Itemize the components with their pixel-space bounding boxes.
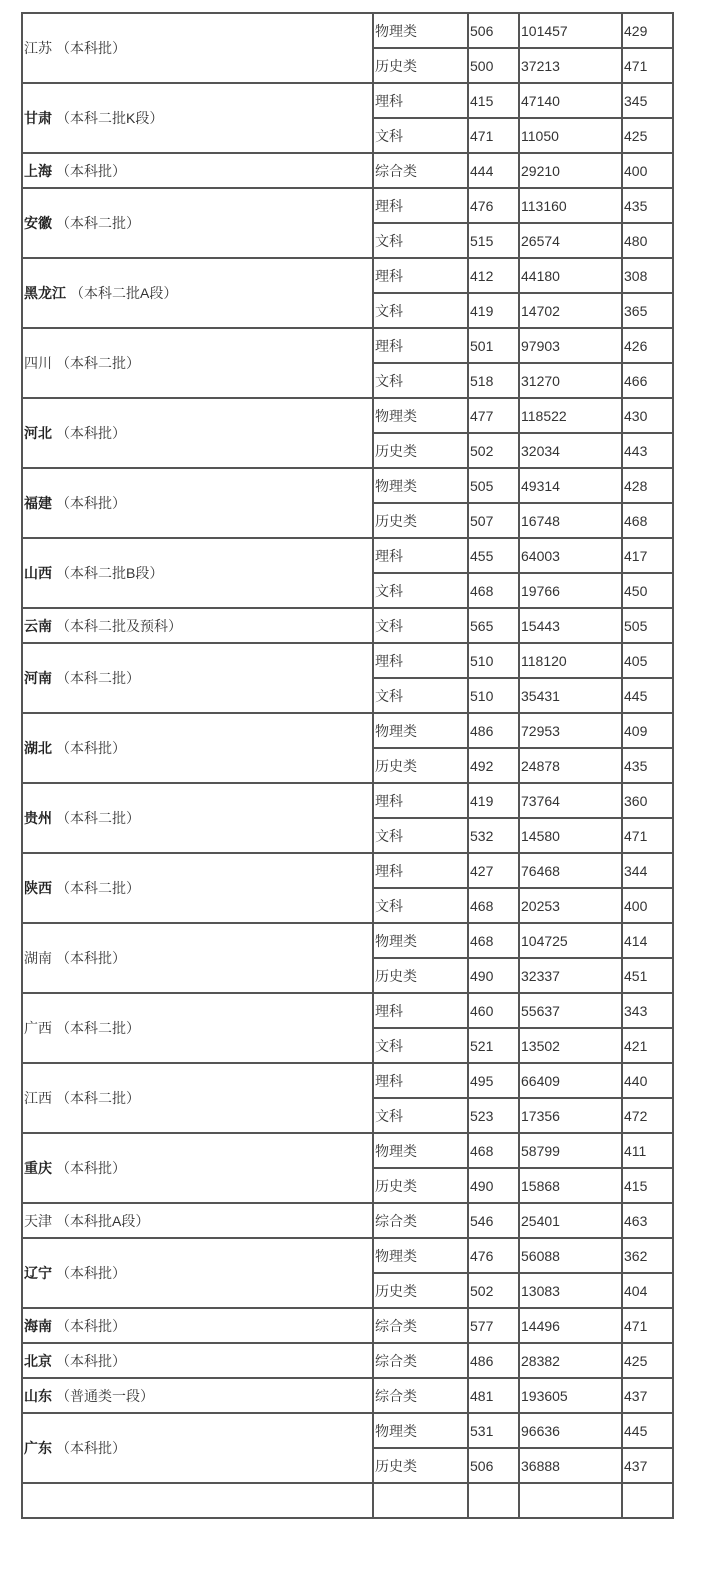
category-cell: 物理类 bbox=[373, 1413, 468, 1448]
category-cell: 文科 bbox=[373, 573, 468, 608]
score-a-cell: 476 bbox=[468, 188, 519, 223]
score-c-cell: 365 bbox=[622, 293, 673, 328]
province-cell bbox=[22, 783, 373, 853]
admission-score-table bbox=[21, 12, 674, 1519]
score-c-cell: 400 bbox=[622, 153, 673, 188]
province-name: 北京 bbox=[24, 1352, 52, 1369]
province-cell bbox=[22, 188, 373, 258]
rank-cell: 14702 bbox=[519, 293, 622, 328]
province-name: 上海 bbox=[24, 162, 52, 179]
table-row bbox=[22, 1483, 673, 1518]
rank-cell: 193605 bbox=[519, 1378, 622, 1413]
table-row bbox=[22, 1133, 673, 1168]
rank-cell: 73764 bbox=[519, 783, 622, 818]
score-a-cell: 490 bbox=[468, 958, 519, 993]
category-cell: 历史类 bbox=[373, 1273, 468, 1308]
province-name: 湖北 bbox=[24, 740, 52, 756]
score-c-cell: 405 bbox=[622, 643, 673, 678]
score-a-cell: 415 bbox=[468, 83, 519, 118]
category-cell: 理科 bbox=[373, 853, 468, 888]
batch-note: （本科二批） bbox=[56, 215, 140, 231]
rank-cell: 17356 bbox=[519, 1098, 622, 1133]
score-c-cell: 466 bbox=[622, 363, 673, 398]
rank-cell: 58799 bbox=[519, 1133, 622, 1168]
score-c-cell: 437 bbox=[622, 1378, 673, 1413]
province-name: 江苏 bbox=[24, 40, 52, 56]
province-cell bbox=[22, 993, 373, 1063]
score-c-cell: 435 bbox=[622, 748, 673, 783]
province-cell bbox=[22, 13, 373, 83]
province-name: 山西 bbox=[24, 565, 52, 581]
score-a-cell: 510 bbox=[468, 678, 519, 713]
rank-cell: 37213 bbox=[519, 48, 622, 83]
batch-note: （本科批） bbox=[56, 425, 126, 441]
score-a-cell: 492 bbox=[468, 748, 519, 783]
rank-cell: 25401 bbox=[519, 1203, 622, 1238]
score-a-cell: 471 bbox=[468, 118, 519, 153]
table-row bbox=[22, 13, 673, 48]
category-cell: 文科 bbox=[373, 118, 468, 153]
score-c-cell: 362 bbox=[622, 1238, 673, 1273]
score-a-cell: 486 bbox=[468, 1343, 519, 1378]
table-row bbox=[22, 468, 673, 503]
score-c-cell: 471 bbox=[622, 818, 673, 853]
score-a-cell: 419 bbox=[468, 293, 519, 328]
province-cell bbox=[22, 1413, 373, 1483]
score-c-cell: 417 bbox=[622, 538, 673, 573]
rank-cell: 49314 bbox=[519, 468, 622, 503]
province-name: 广东 bbox=[24, 1440, 52, 1456]
table-row bbox=[22, 853, 673, 888]
rank-cell: 56088 bbox=[519, 1238, 622, 1273]
province-name: 山东 bbox=[24, 1387, 52, 1404]
category-cell: 理科 bbox=[373, 188, 468, 223]
province-name: 福建 bbox=[24, 495, 52, 511]
category-cell: 综合类 bbox=[373, 1343, 468, 1378]
score-a-cell: 444 bbox=[468, 153, 519, 188]
batch-note: （本科批A段） bbox=[56, 1212, 150, 1229]
score-a-cell: 577 bbox=[468, 1308, 519, 1343]
score-c-cell: 404 bbox=[622, 1273, 673, 1308]
score-c-cell: 428 bbox=[622, 468, 673, 503]
category-cell: 历史类 bbox=[373, 958, 468, 993]
province-cell bbox=[22, 153, 373, 188]
category-cell: 文科 bbox=[373, 293, 468, 328]
category-cell: 理科 bbox=[373, 783, 468, 818]
province-name: 安徽 bbox=[24, 215, 52, 231]
score-a-cell: 419 bbox=[468, 783, 519, 818]
score-c-cell: 308 bbox=[622, 258, 673, 293]
score-c-cell: 437 bbox=[622, 1448, 673, 1483]
table-row bbox=[22, 713, 673, 748]
category-cell: 综合类 bbox=[373, 1203, 468, 1238]
score-c-cell: 345 bbox=[622, 83, 673, 118]
province-name: 贵州 bbox=[24, 810, 52, 826]
category-cell: 文科 bbox=[373, 818, 468, 853]
table-row bbox=[22, 328, 673, 363]
score-c-cell: 440 bbox=[622, 1063, 673, 1098]
category-cell: 综合类 bbox=[373, 1308, 468, 1343]
score-c-cell: 445 bbox=[622, 678, 673, 713]
category-cell: 物理类 bbox=[373, 13, 468, 48]
category-cell: 历史类 bbox=[373, 48, 468, 83]
rank-cell: 96636 bbox=[519, 1413, 622, 1448]
score-c-cell: 505 bbox=[622, 608, 673, 643]
score-c-cell bbox=[622, 1483, 673, 1518]
rank-cell: 31270 bbox=[519, 363, 622, 398]
score-c-cell: 435 bbox=[622, 188, 673, 223]
score-c-cell: 343 bbox=[622, 993, 673, 1028]
table-row bbox=[22, 1308, 673, 1343]
table-row bbox=[22, 783, 673, 818]
score-a-cell: 477 bbox=[468, 398, 519, 433]
score-c-cell: 463 bbox=[622, 1203, 673, 1238]
rank-cell: 29210 bbox=[519, 153, 622, 188]
province-name: 海南 bbox=[24, 1317, 52, 1334]
table-row bbox=[22, 1343, 673, 1378]
batch-note: （本科批） bbox=[56, 950, 126, 966]
score-c-cell: 411 bbox=[622, 1133, 673, 1168]
score-a-cell: 502 bbox=[468, 1273, 519, 1308]
category-cell: 理科 bbox=[373, 538, 468, 573]
province-cell bbox=[22, 853, 373, 923]
score-c-cell: 445 bbox=[622, 1413, 673, 1448]
score-a-cell: 468 bbox=[468, 888, 519, 923]
category-cell: 文科 bbox=[373, 363, 468, 398]
province-cell bbox=[22, 398, 373, 468]
category-cell: 文科 bbox=[373, 1028, 468, 1063]
province-name: 四川 bbox=[24, 355, 52, 371]
province-cell bbox=[22, 258, 373, 328]
rank-cell: 44180 bbox=[519, 258, 622, 293]
province-name: 江西 bbox=[24, 1090, 52, 1106]
table-row bbox=[22, 398, 673, 433]
score-c-cell: 400 bbox=[622, 888, 673, 923]
score-a-cell: 507 bbox=[468, 503, 519, 538]
rank-cell: 36888 bbox=[519, 1448, 622, 1483]
province-cell bbox=[22, 1378, 373, 1413]
category-cell: 文科 bbox=[373, 223, 468, 258]
score-c-cell: 430 bbox=[622, 398, 673, 433]
province-cell bbox=[22, 328, 373, 398]
province-cell bbox=[22, 923, 373, 993]
batch-note: （普通类一段） bbox=[56, 1387, 154, 1404]
rank-cell: 101457 bbox=[519, 13, 622, 48]
table-row bbox=[22, 153, 673, 188]
score-a-cell: 506 bbox=[468, 13, 519, 48]
score-a-cell: 518 bbox=[468, 363, 519, 398]
score-a-cell: 523 bbox=[468, 1098, 519, 1133]
province-name: 云南 bbox=[24, 617, 52, 634]
score-c-cell: 414 bbox=[622, 923, 673, 958]
rank-cell: 104725 bbox=[519, 923, 622, 958]
category-cell: 理科 bbox=[373, 643, 468, 678]
score-a-cell: 515 bbox=[468, 223, 519, 258]
table-row bbox=[22, 608, 673, 643]
batch-note: （本科二批A段） bbox=[70, 285, 178, 301]
score-a-cell: 481 bbox=[468, 1378, 519, 1413]
score-c-cell: 425 bbox=[622, 1343, 673, 1378]
rank-cell: 113160 bbox=[519, 188, 622, 223]
score-a-cell: 500 bbox=[468, 48, 519, 83]
batch-note: （本科批） bbox=[56, 40, 126, 56]
province-cell bbox=[22, 468, 373, 538]
rank-cell: 32034 bbox=[519, 433, 622, 468]
category-cell: 物理类 bbox=[373, 713, 468, 748]
score-a-cell: 412 bbox=[468, 258, 519, 293]
score-a-cell: 476 bbox=[468, 1238, 519, 1273]
table-row bbox=[22, 538, 673, 573]
score-a-cell: 486 bbox=[468, 713, 519, 748]
province-cell bbox=[22, 1133, 373, 1203]
category-cell: 物理类 bbox=[373, 1133, 468, 1168]
score-a-cell: 468 bbox=[468, 1133, 519, 1168]
table-row bbox=[22, 1413, 673, 1448]
score-c-cell: 468 bbox=[622, 503, 673, 538]
province-name: 辽宁 bbox=[24, 1265, 52, 1281]
score-c-cell: 471 bbox=[622, 48, 673, 83]
category-cell: 理科 bbox=[373, 1063, 468, 1098]
score-a-cell: 455 bbox=[468, 538, 519, 573]
score-c-cell: 443 bbox=[622, 433, 673, 468]
rank-cell: 55637 bbox=[519, 993, 622, 1028]
rank-cell: 13083 bbox=[519, 1273, 622, 1308]
batch-note: （本科二批） bbox=[56, 355, 140, 371]
table-row bbox=[22, 923, 673, 958]
batch-note: （本科批） bbox=[56, 1265, 126, 1281]
category-cell: 历史类 bbox=[373, 503, 468, 538]
rank-cell: 97903 bbox=[519, 328, 622, 363]
province-name: 黑龙江 bbox=[24, 285, 66, 301]
category-cell: 理科 bbox=[373, 83, 468, 118]
rank-cell: 64003 bbox=[519, 538, 622, 573]
rank-cell: 24878 bbox=[519, 748, 622, 783]
category-cell: 物理类 bbox=[373, 923, 468, 958]
batch-note: （本科二批） bbox=[56, 810, 140, 826]
category-cell: 综合类 bbox=[373, 153, 468, 188]
score-a-cell: 510 bbox=[468, 643, 519, 678]
batch-note: （本科二批K段） bbox=[56, 110, 164, 126]
score-a-cell: 460 bbox=[468, 993, 519, 1028]
rank-cell: 14496 bbox=[519, 1308, 622, 1343]
score-a-cell: 468 bbox=[468, 573, 519, 608]
province-cell bbox=[22, 83, 373, 153]
table-row bbox=[22, 188, 673, 223]
rank-cell: 47140 bbox=[519, 83, 622, 118]
batch-note: （本科二批及预科） bbox=[56, 617, 182, 634]
batch-note: （本科批） bbox=[56, 1440, 126, 1456]
score-c-cell: 480 bbox=[622, 223, 673, 258]
table-row bbox=[22, 643, 673, 678]
score-a-cell bbox=[468, 1483, 519, 1518]
category-cell: 历史类 bbox=[373, 748, 468, 783]
province-cell bbox=[22, 643, 373, 713]
score-c-cell: 426 bbox=[622, 328, 673, 363]
rank-cell: 26574 bbox=[519, 223, 622, 258]
province-cell bbox=[22, 608, 373, 643]
table-row bbox=[22, 993, 673, 1028]
score-c-cell: 425 bbox=[622, 118, 673, 153]
batch-note: （本科二批） bbox=[56, 880, 140, 896]
category-cell: 物理类 bbox=[373, 398, 468, 433]
score-a-cell: 502 bbox=[468, 433, 519, 468]
table-row bbox=[22, 1378, 673, 1413]
score-c-cell: 421 bbox=[622, 1028, 673, 1063]
batch-note: （本科批） bbox=[56, 1160, 126, 1176]
score-a-cell: 565 bbox=[468, 608, 519, 643]
province-cell bbox=[22, 713, 373, 783]
rank-cell: 13502 bbox=[519, 1028, 622, 1063]
rank-cell: 76468 bbox=[519, 853, 622, 888]
score-a-cell: 495 bbox=[468, 1063, 519, 1098]
rank-cell: 14580 bbox=[519, 818, 622, 853]
rank-cell: 19766 bbox=[519, 573, 622, 608]
category-cell: 理科 bbox=[373, 328, 468, 363]
table-row bbox=[22, 1203, 673, 1238]
province-cell bbox=[22, 1343, 373, 1378]
score-a-cell: 468 bbox=[468, 923, 519, 958]
score-c-cell: 344 bbox=[622, 853, 673, 888]
rank-cell: 118522 bbox=[519, 398, 622, 433]
batch-note: （本科批） bbox=[56, 1317, 126, 1334]
score-a-cell: 501 bbox=[468, 328, 519, 363]
rank-cell bbox=[519, 1483, 622, 1518]
score-a-cell: 532 bbox=[468, 818, 519, 853]
table-row bbox=[22, 83, 673, 118]
category-cell: 理科 bbox=[373, 993, 468, 1028]
rank-cell: 35431 bbox=[519, 678, 622, 713]
batch-note: （本科二批） bbox=[56, 1090, 140, 1106]
category-cell: 文科 bbox=[373, 608, 468, 643]
score-c-cell: 429 bbox=[622, 13, 673, 48]
score-c-cell: 472 bbox=[622, 1098, 673, 1133]
batch-note: （本科二批） bbox=[56, 670, 140, 686]
category-cell: 物理类 bbox=[373, 468, 468, 503]
province-name: 湖南 bbox=[24, 950, 52, 966]
score-c-cell: 360 bbox=[622, 783, 673, 818]
category-cell: 理科 bbox=[373, 258, 468, 293]
rank-cell: 28382 bbox=[519, 1343, 622, 1378]
province-cell bbox=[22, 1308, 373, 1343]
province-name: 广西 bbox=[24, 1020, 52, 1036]
category-cell: 综合类 bbox=[373, 1378, 468, 1413]
rank-cell: 15868 bbox=[519, 1168, 622, 1203]
table-row bbox=[22, 258, 673, 293]
score-a-cell: 427 bbox=[468, 853, 519, 888]
category-cell: 历史类 bbox=[373, 433, 468, 468]
batch-note: （本科批） bbox=[56, 1352, 126, 1369]
province-name: 甘肃 bbox=[24, 110, 52, 126]
rank-cell: 20253 bbox=[519, 888, 622, 923]
score-a-cell: 521 bbox=[468, 1028, 519, 1063]
province-name: 河南 bbox=[24, 670, 52, 686]
score-c-cell: 451 bbox=[622, 958, 673, 993]
score-c-cell: 471 bbox=[622, 1308, 673, 1343]
batch-note: （本科批） bbox=[56, 740, 126, 756]
category-cell: 文科 bbox=[373, 888, 468, 923]
rank-cell: 118120 bbox=[519, 643, 622, 678]
province-cell bbox=[22, 1203, 373, 1238]
category-cell: 文科 bbox=[373, 1098, 468, 1133]
province-cell bbox=[22, 538, 373, 608]
score-a-cell: 506 bbox=[468, 1448, 519, 1483]
province-cell bbox=[22, 1483, 373, 1518]
province-name: 河北 bbox=[24, 425, 52, 441]
score-c-cell: 409 bbox=[622, 713, 673, 748]
rank-cell: 16748 bbox=[519, 503, 622, 538]
rank-cell: 72953 bbox=[519, 713, 622, 748]
category-cell: 历史类 bbox=[373, 1448, 468, 1483]
province-name: 天津 bbox=[24, 1212, 52, 1229]
batch-note: （本科二批B段） bbox=[56, 565, 164, 581]
score-a-cell: 546 bbox=[468, 1203, 519, 1238]
rank-cell: 11050 bbox=[519, 118, 622, 153]
batch-note: （本科批） bbox=[56, 495, 126, 511]
province-cell bbox=[22, 1063, 373, 1133]
score-a-cell: 505 bbox=[468, 468, 519, 503]
category-cell: 历史类 bbox=[373, 1168, 468, 1203]
rank-cell: 32337 bbox=[519, 958, 622, 993]
batch-note: （本科二批） bbox=[56, 1020, 140, 1036]
table-body bbox=[22, 13, 673, 1518]
category-cell: 文科 bbox=[373, 678, 468, 713]
score-a-cell: 490 bbox=[468, 1168, 519, 1203]
category-cell: 物理类 bbox=[373, 1238, 468, 1273]
province-name: 重庆 bbox=[24, 1160, 52, 1176]
rank-cell: 15443 bbox=[519, 608, 622, 643]
rank-cell: 66409 bbox=[519, 1063, 622, 1098]
province-name: 陕西 bbox=[24, 880, 52, 896]
score-a-cell: 531 bbox=[468, 1413, 519, 1448]
table-row bbox=[22, 1063, 673, 1098]
score-c-cell: 450 bbox=[622, 573, 673, 608]
batch-note: （本科批） bbox=[56, 162, 126, 179]
score-c-cell: 415 bbox=[622, 1168, 673, 1203]
category-cell bbox=[373, 1483, 468, 1518]
table-row bbox=[22, 1238, 673, 1273]
province-cell bbox=[22, 1238, 373, 1308]
